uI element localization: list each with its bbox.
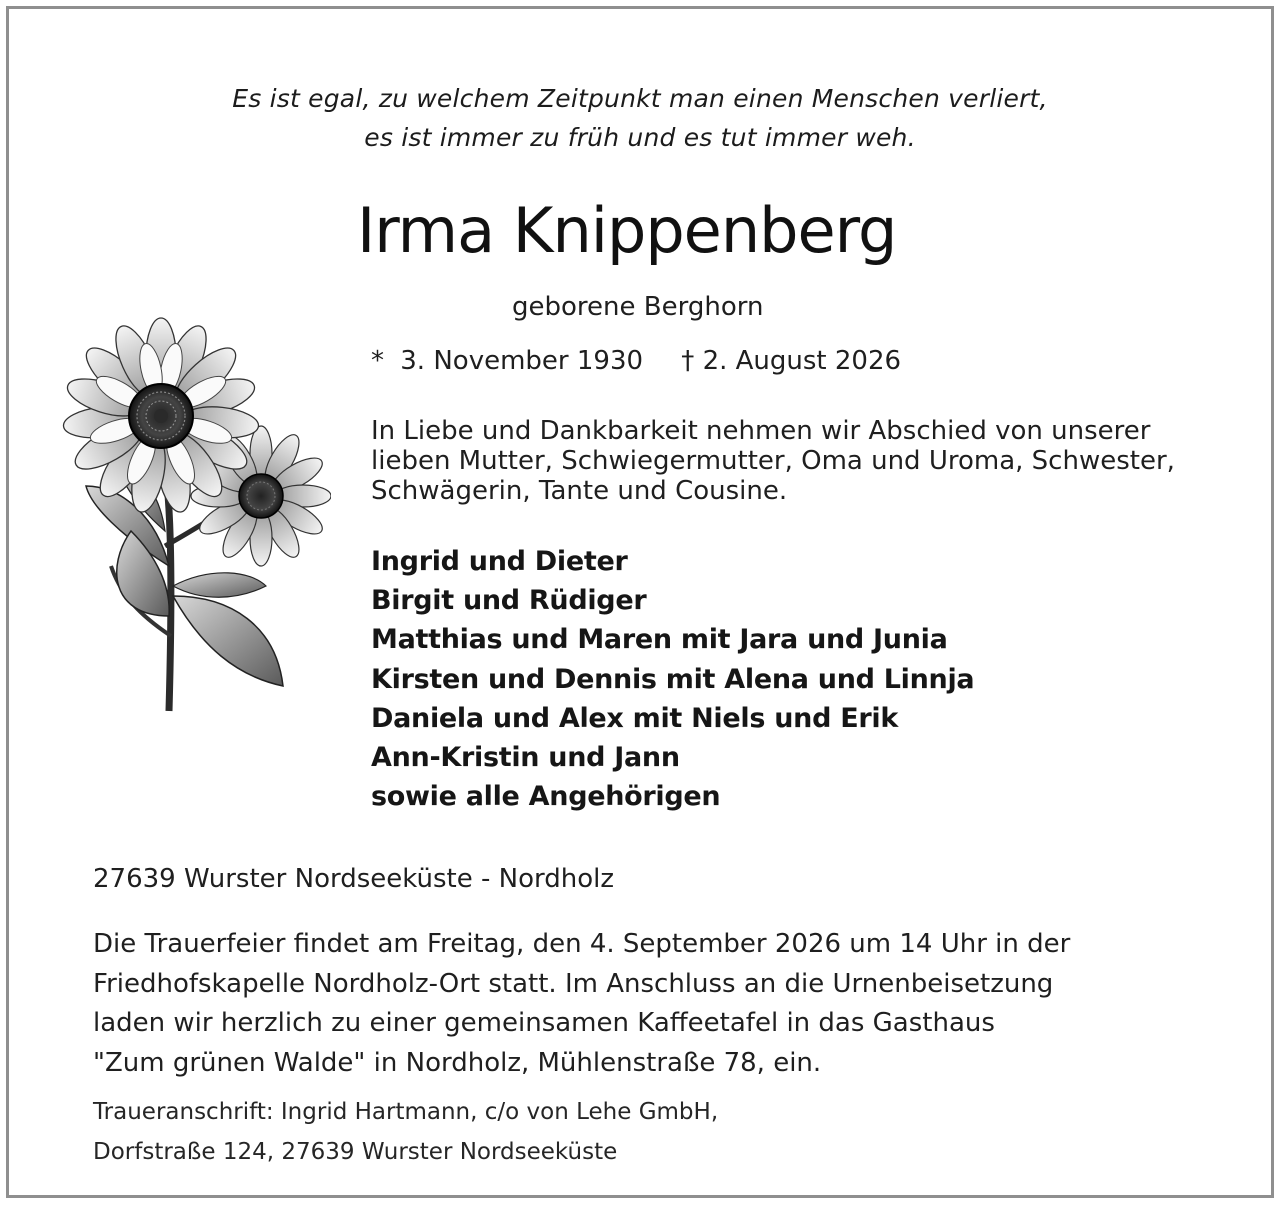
address-line: Traueranschrift: Ingrid Hartmann, c/o von Lehe GmbH, xyxy=(93,1099,719,1125)
mourner-line: Ann-Kristin und Jann xyxy=(371,742,680,774)
mourners-list xyxy=(371,542,974,816)
maiden-name: geborene Berghorn xyxy=(512,292,764,322)
ceremony-line: "Zum grünen Walde" in Nordholz, Mühlenstraße 78, ein. xyxy=(93,1047,822,1078)
ceremony-line: laden wir herzlich zu einer gemeinsamen Kaffeetafel in das Gasthaus xyxy=(93,1008,995,1038)
quote-line-1: Es ist egal, zu welchem Zeitpunkt man einen Menschen verliert, xyxy=(232,84,1048,113)
farewell-line: Schwägerin, Tante und Cousine. xyxy=(371,476,788,506)
mourner-line: Kirsten und Dennis mit Alena und Linnja xyxy=(371,663,975,695)
farewell-text xyxy=(371,413,1175,509)
mourner-line: Ingrid und Dieter xyxy=(371,546,628,577)
ceremony-line: Friedhofskapelle Nordholz-Ort statt. Im Anschluss an die Urnenbeisetzung xyxy=(93,968,1054,999)
sunflower-illustration-icon xyxy=(61,316,331,716)
mourner-line: sowie alle Angehörigen xyxy=(371,781,721,813)
deceased-name: Irma Knippenberg xyxy=(357,194,897,267)
death-date: 2. August 2026 xyxy=(702,346,902,376)
mourning-address xyxy=(93,1092,718,1172)
birth-date: 3. November 1930 xyxy=(400,346,644,376)
farewell-line: In Liebe und Dankbarkeit nehmen wir Abschied von unserer xyxy=(371,416,1151,446)
quote-line-2: es ist immer zu früh und es tut immer weh. xyxy=(364,123,916,152)
died-symbol: † xyxy=(681,346,695,376)
ceremony-line: Die Trauerfeier findet am Freitag, den 4. September 2026 um 14 Uhr in der xyxy=(93,929,1071,959)
obituary-notice xyxy=(6,6,1274,1198)
farewell-line: lieben Mutter, Schwiegermutter, Oma und Uroma, Schwester, xyxy=(371,446,1175,476)
life-dates xyxy=(371,346,901,376)
mourner-line: Birgit und Rüdiger xyxy=(371,585,647,617)
mourner-line: Daniela und Alex mit Niels und Erik xyxy=(371,702,898,734)
address-line: Dorfstraße 124, 27639 Wurster Nordseeküste xyxy=(93,1139,618,1165)
location-line: 27639 Wurster Nordseeküste - Nordholz xyxy=(93,864,614,894)
ceremony-text xyxy=(93,925,1070,1083)
born-symbol: * xyxy=(371,346,384,376)
mourner-line: Matthias und Maren mit Jara und Junia xyxy=(371,624,948,656)
